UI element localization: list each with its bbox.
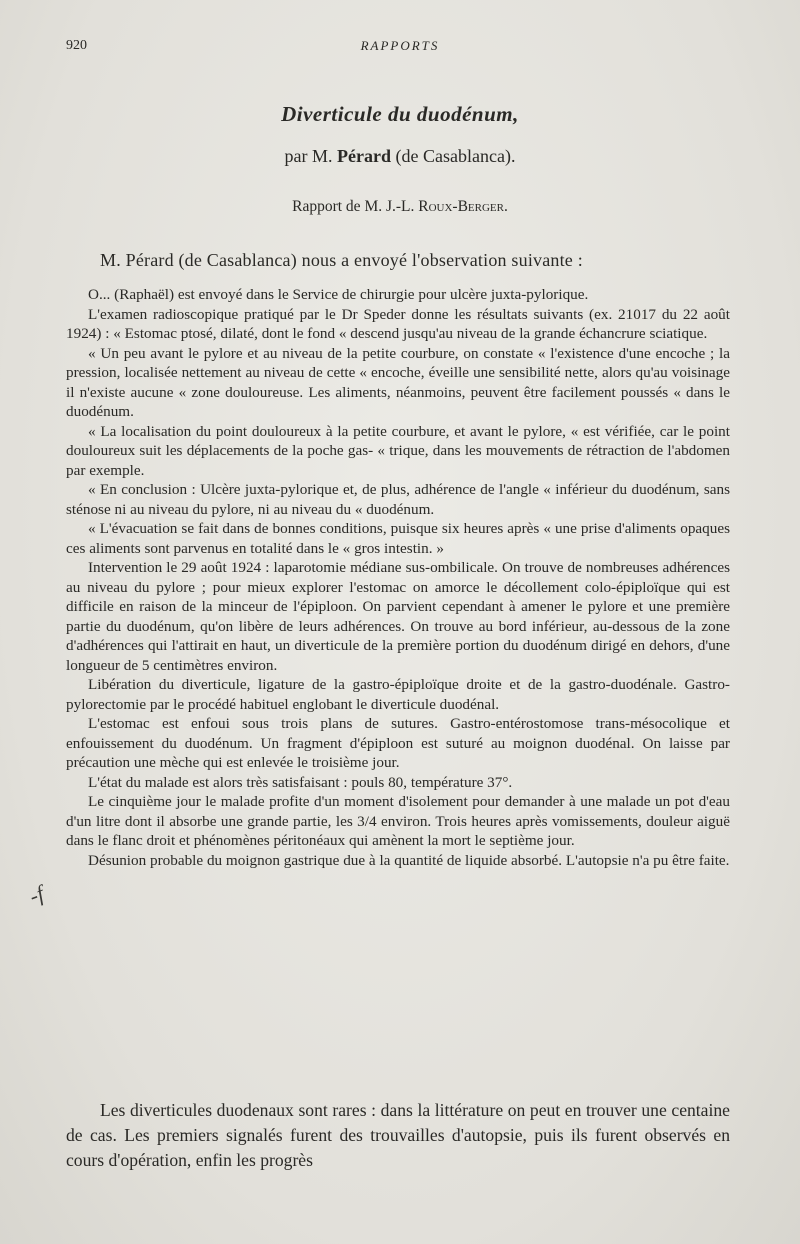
author-name: Pérard xyxy=(337,146,392,166)
margin-annotation: -f xyxy=(25,880,48,909)
report-line xyxy=(60,198,740,216)
observation-quote: « La localisation du point douloureux à la petite courbure, et avant le pylore, « est vérifiée, car le point douloureux suit les déplacements de la poche gas- « trique, dans les mouvements de rétraction de l'abdomen par exemple. xyxy=(66,422,730,479)
observation-paragraph: L'estomac est enfoui sous trois plans de sutures. Gastro-entérostomose trans-mésocolique et enfouissement du duodénum. Un fragment d'épiploon est suturé au moignon duodénal. On laisse par précaution une mèche qui est enlevée le troisième jour. xyxy=(66,715,730,771)
observation-paragraph: O... (Raphaël) est envoyé dans le Service de chirurgie pour ulcère juxta-pylorique. xyxy=(88,286,589,303)
byline-affiliation: (de Casablanca). xyxy=(395,146,516,166)
observation-paragraph: L'état du malade est alors très satisfaisant : pouls 80, température 37°. xyxy=(88,773,513,791)
observation-paragraph: Désunion probable du moignon gastrique due à la quantité de liquide absorbé. L'autopsie n'a pu être faite. xyxy=(88,851,730,869)
article-title: Diverticule du duodénum, xyxy=(281,102,519,126)
discussion-section xyxy=(66,1098,730,1173)
observation-paragraph: Intervention le 29 août 1924 : laparotomie médiane sus-ombilicale. On trouve de nombreuses adhérences au niveau du pylore ; pour mieux explorer l'estomac on amorce le décollement colo-épiploïque qui est difficile en raison de la minceur de l'épiploon. On parvient cependant à amener le pylore et une première partie du duodénum, qu'on libère de leurs adhérences. On trouve au bord inférieur, au-dessous de la zone d'adhérences qui l'attirait en haut, un diverticule de la première portion du duodénum dirigé en dehors, d'une longueur de 5 centimètres environ. xyxy=(66,559,730,674)
observation-quote: « L'évacuation se fait dans de bonnes conditions, puisque six heures après « une prise d'aliments opaques ces aliments sont parvenus en totalité dans le « gros intestin. » xyxy=(66,520,730,557)
page-header xyxy=(66,38,734,58)
reporter-name: Roux-Berger. xyxy=(418,198,508,215)
report-prefix: Rapport de M. J.-L. xyxy=(292,198,415,215)
intro-paragraph: M. Pérard (de Casablanca) nous a envoyé l'observation suivante : xyxy=(100,250,583,270)
observation-paragraph: Libération du diverticule, ligature de la gastro-épiploïque droite et de la gastro-duodénale. Gastro-pylorectomie par le procédé habituel englobant le diverticule duodénal. xyxy=(66,676,730,713)
byline-prefix: par M. xyxy=(284,146,333,166)
observation-paragraph: Le cinquième jour le malade profite d'un moment d'isolement pour demander à une malade un pot d'eau d'un litre dont il absorbe une grande partie, les 3/4 environ. Trois heures après vomissements, douleur aiguë dans le flanc droit et phénomènes péritonéaux qui amènent la mort le septième jour. xyxy=(66,793,730,849)
observation-quote: « En conclusion : Ulcère juxta-pylorique et, de plus, adhérence de l'angle « inférieur du duodénum, sans sténose ni au niveau du pylore, ni au niveau du « duodénum. xyxy=(66,481,730,518)
observation-paragraph: L'examen radioscopique pratiqué par le Dr Speder donne les résultats suivants (ex. 21017 du 22 août 1924) : « Estomac ptosé, dilaté, dont le fond « descend jusqu'au niveau de la grande échancrure sciatique. xyxy=(66,305,730,342)
observation-quote: « Un peu avant le pylore et au niveau de la petite courbure, on constate « l'existence d'une encoche ; la pression, localisée nettement au niveau de cette « encoche, éveille une sensibilité nette, alors qu'au voisinage il n'existe aucune « zone douloureuse. Les aliments, néanmoins, peuvent être facilement poussés « dans le duodénum. xyxy=(66,344,730,420)
author-byline xyxy=(60,146,740,167)
discussion-paragraph: Les diverticules duodenaux sont rares : dans la littérature on peut en trouver une centaine de cas. Les premiers signalés furent des trouvailles d'autopsie, puis ils furent observés en cours d'opération, enfin les progrès xyxy=(66,1100,730,1170)
page-number: 920 xyxy=(66,38,87,53)
observation-section xyxy=(66,285,730,870)
running-head: RAPPORTS xyxy=(360,38,440,53)
